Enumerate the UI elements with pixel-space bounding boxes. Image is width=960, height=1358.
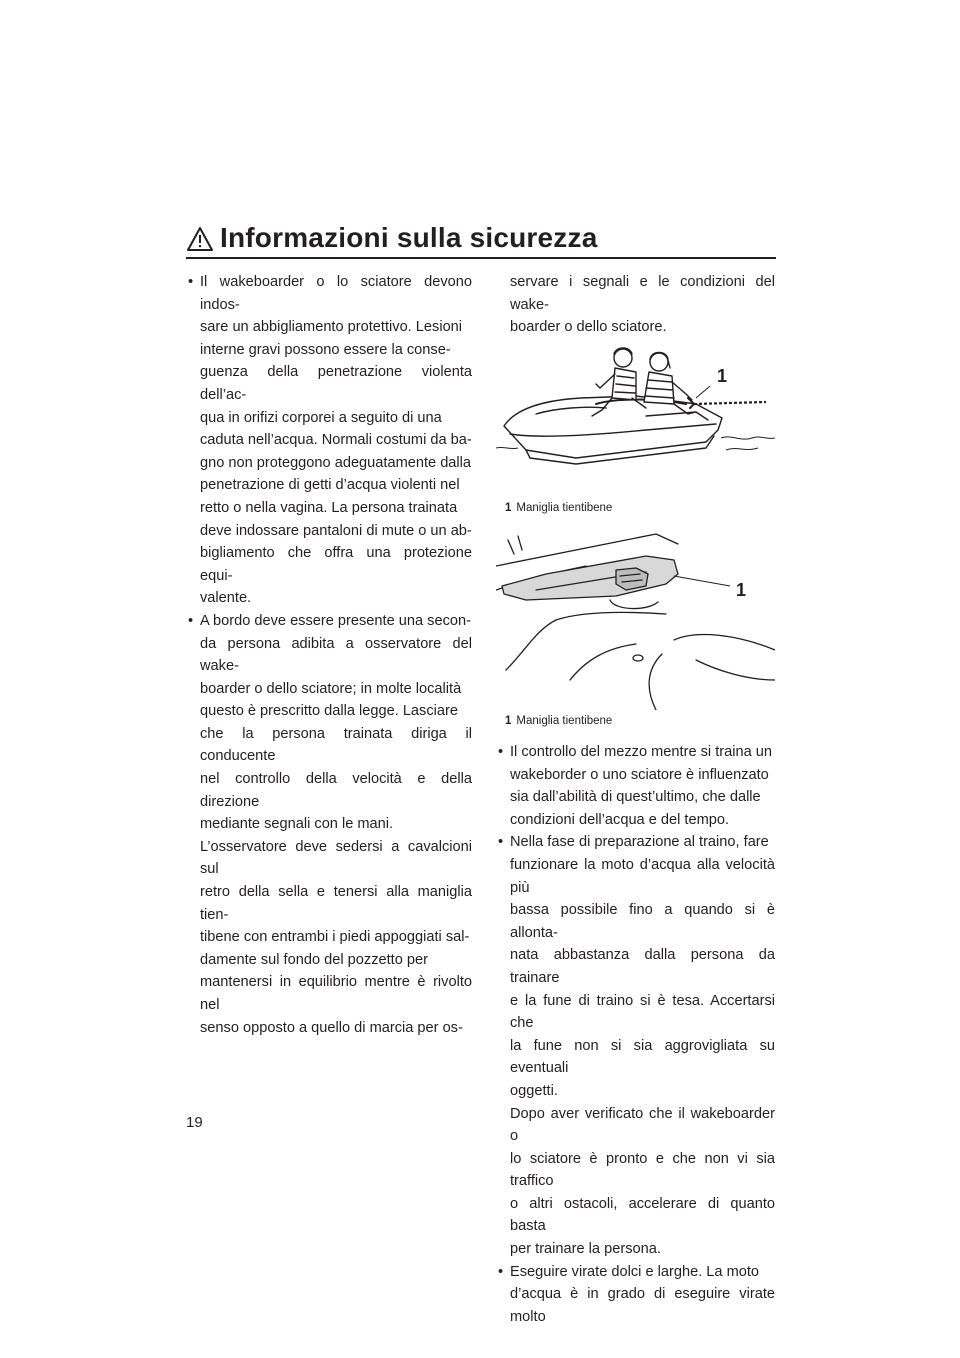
caption-text: Maniglia tientibene (516, 502, 613, 514)
grab-handle-closeup-illustration (496, 530, 775, 710)
page-number: 19 (186, 1114, 203, 1131)
text-line: funzionare la moto d’acqua alla velocità più (510, 856, 775, 896)
right-column-top (496, 271, 775, 339)
text-line: mediante segnali con le mani. (200, 816, 394, 833)
text-line: interne gravi possono essere la conse- (200, 341, 451, 358)
bullet-text (200, 271, 472, 610)
bullet-text (200, 610, 472, 836)
text-line: gno non proteggono adeguatamente dalla (200, 454, 472, 471)
text-line: tibene con entrambi i piedi appoggiati sal- (200, 929, 470, 946)
text-line: senso opposto a quello di marcia per os- (200, 1019, 463, 1036)
caption-number: 1 (505, 715, 512, 727)
text-line: L’osservatore deve sedersi a cavalcioni sul (200, 838, 472, 878)
text-line: da persona adibita a osservatore del wake- (200, 635, 472, 675)
bullet-text (510, 741, 775, 831)
caption-number: 1 (505, 502, 512, 514)
text-line: oggetti. (510, 1082, 558, 1099)
observer-continuation-end (496, 271, 775, 339)
bullet-item-observer (186, 610, 472, 836)
bullet-item-towing-control (496, 741, 775, 831)
callout-1: 1 (736, 580, 747, 600)
bullet-item-towing-preparation (496, 831, 775, 1102)
bullet-text (510, 831, 775, 1102)
text-line: Dopo aver verificato che il wakeboarder o (510, 1105, 775, 1145)
figure-2-caption (505, 715, 612, 727)
text-line: bigliamento che offra una protezione equi- (200, 545, 472, 584)
bullet-glyph: • (498, 1263, 504, 1280)
text-line: penetrazione di getti d’acqua violenti nel (200, 477, 460, 494)
text-line: lo sciatore è pronto e che non vi sia traffico (510, 1150, 775, 1190)
text-line: e la fune di traino si è tesa. Accertarsi che (510, 992, 775, 1032)
text-line: wakeborder o uno sciatore è influenzato (510, 766, 769, 783)
callout-1: 1 (717, 366, 728, 386)
text-line: sia dall’abilità di quest’ultimo, che dalle (510, 789, 761, 806)
bullet-glyph: • (498, 744, 504, 760)
observer-continuation (186, 836, 472, 1039)
text-line: d’acqua è in grado di eseguire virate molto (510, 1286, 775, 1325)
text-line: per trainare la persona. (510, 1241, 661, 1258)
text-line: sare un abbigliamento protettivo. Lesioni (200, 319, 463, 336)
text-line: retro della sella e tenersi alla maniglia tien- (200, 884, 472, 923)
page-title: Informazioni sulla sicurezza (220, 222, 598, 253)
text-line: nel controllo della velocità e della direzione (200, 771, 472, 810)
text-line: retto o nella vagina. La persona trainata (200, 499, 458, 516)
text-line: Il controllo del mezzo mentre si traina un (510, 744, 772, 760)
watercraft-riders-illustration (496, 338, 775, 484)
figure-1-caption (505, 502, 612, 514)
text-line: guenza della penetrazione violenta dell’ac- (200, 364, 472, 403)
text-line: A bordo deve essere presente una secon- (200, 612, 471, 629)
text-line: Il wakeboarder o lo sciatore devono indos- (200, 274, 472, 313)
text-line: damente sul fondo del pozzetto per (200, 951, 428, 968)
bullet-text (510, 1261, 775, 1329)
warning-triangle-icon (186, 226, 214, 252)
bullet-glyph: • (498, 834, 504, 851)
text-line: bassa possibile fino a quando si è allonta- (510, 902, 775, 941)
text-line: boarder o dello sciatore. (510, 319, 667, 336)
bullet-item-turns (496, 1261, 775, 1329)
text-line: qua in orifizi corporei a seguito di una (200, 409, 442, 426)
text-line: condizioni dell’acqua e del tempo. (510, 811, 730, 828)
text-line: mantenersi in equilibrio mentre è rivolto nel (200, 974, 472, 1013)
text-line: o altri ostacoli, accelerare di quanto basta (510, 1195, 775, 1235)
text-line: Eseguire virate dolci e larghe. La moto (510, 1263, 760, 1280)
left-column (186, 271, 472, 1039)
bullet-glyph: • (188, 612, 194, 629)
text-line: questo è prescritto dalla legge. Lasciare (200, 703, 458, 720)
text-line: nata abbastanza dalla persona da trainare (510, 947, 775, 986)
bullet-item-protective-clothing (186, 271, 472, 610)
text-line: che la persona trainata diriga il conducente (200, 725, 472, 765)
page-header (186, 222, 776, 262)
text-line: la fune non si sia aggrovigliata su eventuali (510, 1037, 775, 1077)
text-line: deve indossare pantaloni di mute o un ab- (200, 522, 472, 539)
text-line: Nella fase di preparazione al traino, fare (510, 834, 769, 851)
text-line: boarder o dello sciatore; in molte località (200, 680, 462, 697)
towing-preparation-continuation (496, 1103, 775, 1261)
caption-text: Maniglia tientibene (516, 715, 613, 727)
bullet-glyph: • (188, 274, 194, 290)
text-line: servare i segnali e le condizioni del wake- (510, 274, 775, 313)
text-line: valente. (200, 590, 252, 607)
right-column-lower (496, 741, 775, 1328)
header-rule (186, 257, 776, 259)
text-line: caduta nell’acqua. Normali costumi da ba- (200, 432, 472, 449)
